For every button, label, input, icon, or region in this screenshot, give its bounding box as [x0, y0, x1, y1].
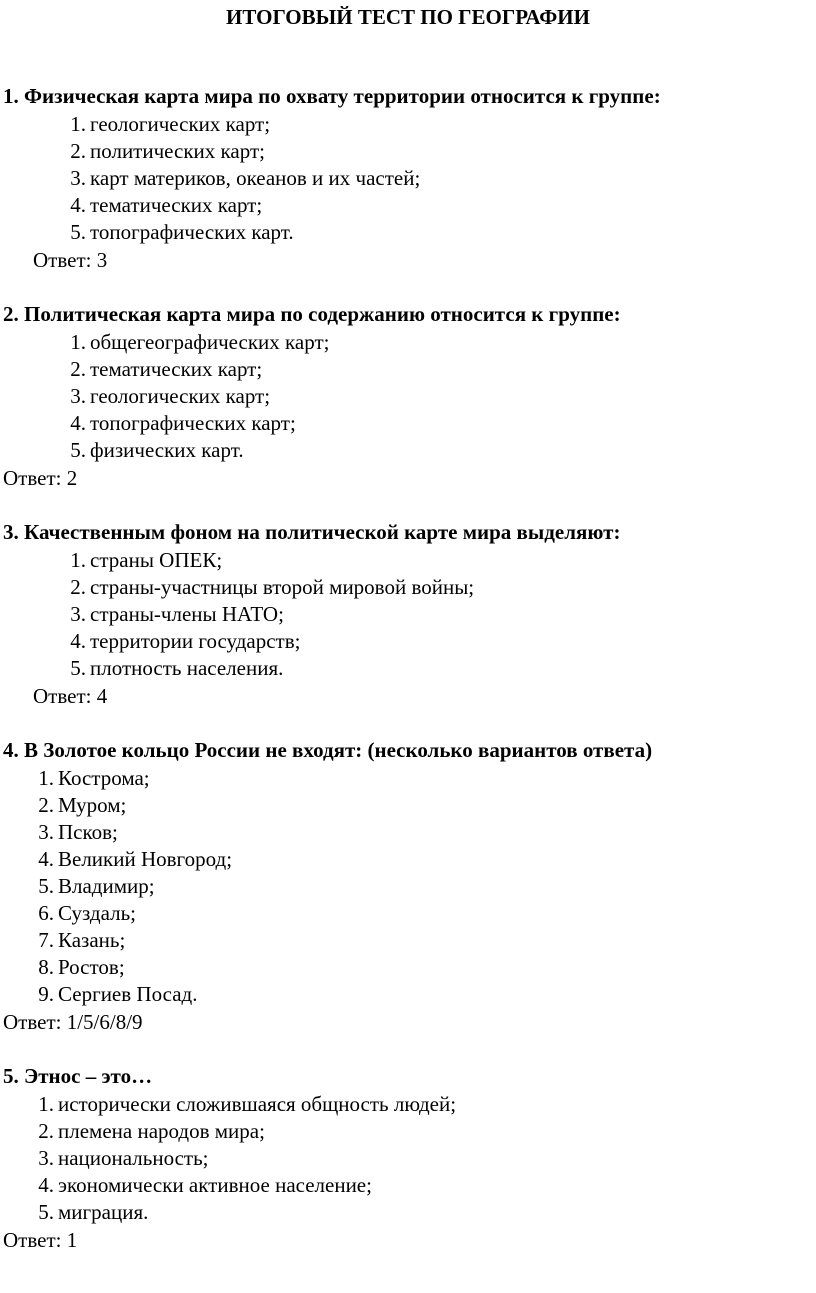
option-text: Псков;: [58, 820, 118, 844]
option-number: 5.: [70, 438, 86, 462]
option-number: 5.: [38, 874, 54, 898]
option-text: политических карт;: [90, 139, 265, 163]
option-text: миграция.: [58, 1200, 149, 1224]
option-text: Великий Новгород;: [58, 847, 233, 871]
option-text: Казань;: [58, 928, 126, 952]
option-number: 3.: [38, 820, 54, 844]
option-number: 3.: [70, 602, 86, 626]
option-text: карт материков, океанов и их частей;: [90, 166, 421, 190]
option-number: 5.: [70, 656, 86, 680]
option-text: геологических карт;: [90, 112, 271, 136]
answer-line: Ответ: 2: [3, 466, 78, 490]
question-heading: 1. Физическая карта мира по охвату территории относится к группе:: [3, 84, 661, 108]
option-text: Муром;: [58, 793, 127, 817]
option-number: 8.: [38, 955, 54, 979]
option-number: 1.: [70, 548, 86, 572]
option-number: 9.: [38, 982, 54, 1006]
question-heading: 4. В Золотое кольцо России не входят: (несколько вариантов ответа): [3, 738, 653, 762]
option-number: 4.: [38, 847, 54, 871]
option-number: 2.: [38, 1119, 54, 1143]
option-text: территории государств;: [90, 629, 301, 653]
answer-line: Ответ: 1/5/6/8/9: [3, 1010, 143, 1034]
option-text: общегеографических карт;: [90, 330, 330, 354]
option-text: Сергиев Посад.: [58, 982, 198, 1006]
option-number: 2.: [70, 139, 86, 163]
option-text: тематических карт;: [90, 357, 263, 381]
option-number: 2.: [70, 357, 86, 381]
option-number: 4.: [70, 411, 86, 435]
question-heading: 2. Политическая карта мира по содержанию относится к группе:: [3, 302, 621, 326]
option-number: 1.: [38, 766, 54, 790]
option-number: 1.: [38, 1092, 54, 1116]
option-text: экономически активное население;: [58, 1173, 372, 1197]
option-number: 4.: [38, 1173, 54, 1197]
option-text: тематических карт;: [90, 193, 263, 217]
option-text: страны-участницы второй мировой войны;: [90, 575, 475, 599]
option-number: 4.: [70, 629, 86, 653]
option-number: 5.: [38, 1200, 54, 1224]
option-text: племена народов мира;: [58, 1119, 265, 1143]
answer-line: Ответ: 4: [33, 684, 108, 708]
option-number: 2.: [38, 793, 54, 817]
option-text: Суздаль;: [58, 901, 136, 925]
option-number: 3.: [70, 384, 86, 408]
option-text: физических карт.: [90, 438, 244, 462]
question-heading: 5. Этнос – это…: [3, 1064, 153, 1088]
option-number: 4.: [70, 193, 86, 217]
option-number: 6.: [38, 901, 54, 925]
option-text: национальность;: [58, 1146, 209, 1170]
option-number: 5.: [70, 220, 86, 244]
option-text: Кострома;: [58, 766, 150, 790]
option-text: страны ОПЕК;: [90, 548, 223, 572]
option-number: 7.: [38, 928, 54, 952]
option-text: геологических карт;: [90, 384, 271, 408]
answer-line: Ответ: 1: [3, 1228, 78, 1252]
option-text: страны-члены НАТО;: [90, 602, 284, 626]
option-text: плотность населения.: [90, 656, 284, 680]
option-text: топографических карт;: [90, 411, 296, 435]
answer-line: Ответ: 3: [33, 248, 108, 272]
option-text: Владимир;: [58, 874, 155, 898]
option-number: 2.: [70, 575, 86, 599]
option-number: 3.: [38, 1146, 54, 1170]
option-text: исторически сложившаяся общность людей;: [58, 1092, 457, 1116]
option-number: 3.: [70, 166, 86, 190]
option-text: топографических карт.: [90, 220, 294, 244]
question-heading: 3. Качественным фоном на политической карте мира выделяют:: [3, 520, 621, 544]
page-title: ИТОГОВЫЙ ТЕСТ ПО ГЕОГРАФИИ: [226, 5, 590, 29]
option-number: 1.: [70, 330, 86, 354]
option-text: Ростов;: [58, 955, 125, 979]
option-number: 1.: [70, 112, 86, 136]
